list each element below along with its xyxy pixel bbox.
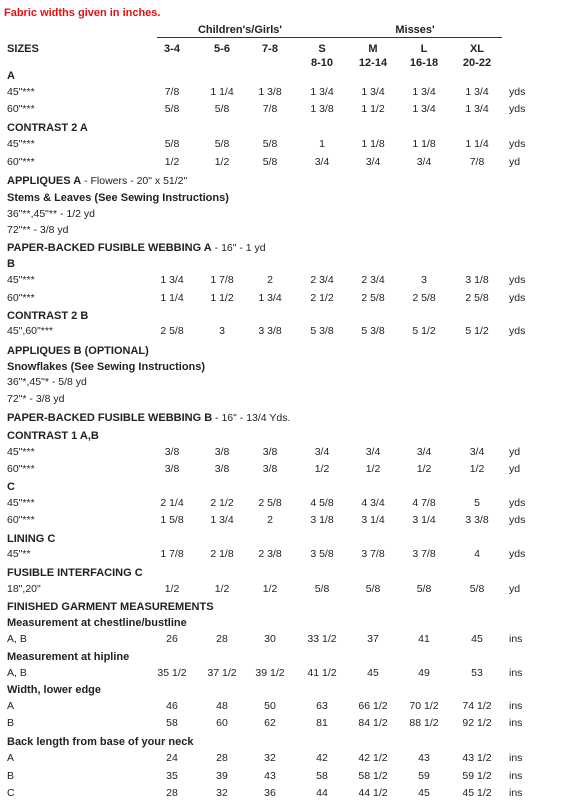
table-cell: 2 3/4 [361, 274, 385, 286]
table-cell: 3/4 [365, 446, 381, 458]
section-heading [7, 242, 266, 254]
yardage-note: 72"* - 3/8 yd [7, 393, 65, 405]
table-cell: 2 5/8 [361, 292, 385, 304]
table-cell: 30 [264, 633, 276, 645]
table-cell: 5/8 [262, 138, 278, 150]
section-detail: - 16" - 1 yd [211, 242, 266, 254]
unit-label: ins [509, 717, 523, 729]
table-cell: 1 3/8 [310, 103, 334, 115]
table-cell: 44 1/2 [358, 787, 388, 799]
row-label: A, B [7, 667, 27, 679]
table-cell: 33 1/2 [307, 633, 337, 645]
row-label: B [7, 717, 15, 729]
size-code-5: L [420, 43, 428, 55]
section-title: FUSIBLE INTERFACING C [7, 567, 143, 579]
table-cell: 1 3/4 [361, 86, 385, 98]
table-cell: 60 [216, 717, 228, 729]
table-cell: 26 [166, 633, 178, 645]
size-range-6: 20-22 [462, 57, 492, 69]
table-cell: 28 [216, 752, 228, 764]
table-cell: 1/2 [164, 156, 180, 168]
table-row [0, 274, 570, 290]
table-cell: 35 1/2 [157, 667, 187, 679]
unit-label: yds [509, 86, 526, 98]
table-cell: 5/8 [214, 103, 230, 115]
section-title: FINISHED GARMENT MEASUREMENTS [7, 601, 214, 613]
row-label: 60"*** [7, 292, 35, 304]
table-cell: 1 7/8 [160, 548, 184, 560]
unit-label: yd [509, 583, 521, 595]
table-cell: 1 3/4 [258, 292, 282, 304]
section-title: PAPER-BACKED FUSIBLE WEBBING B [7, 412, 213, 424]
section-title: Width, lower edge [7, 684, 102, 696]
table-cell: 58 1/2 [358, 770, 388, 782]
table-row [0, 446, 570, 462]
table-row [0, 156, 570, 172]
sizes-label: SIZES [7, 43, 39, 55]
table-row [0, 633, 570, 649]
table-cell: 2 3/8 [258, 548, 282, 560]
table-cell: 74 1/2 [462, 700, 492, 712]
section-title: CONTRAST 2 A [7, 122, 88, 134]
table-cell: 3 [219, 325, 225, 337]
table-cell: 48 [216, 700, 228, 712]
section-title: LINING C [7, 533, 56, 545]
table-cell: 35 [166, 770, 178, 782]
section-heading [7, 258, 15, 270]
row-label: 45"*** [7, 497, 35, 509]
table-cell: 5/8 [214, 138, 230, 150]
fabric-width-note: Fabric widths given in inches. [4, 7, 161, 19]
table-cell: 2 5/8 [160, 325, 184, 337]
section-title: C [7, 481, 15, 493]
section-title: Measurement at chestline/bustline [7, 617, 187, 629]
table-cell: 59 [418, 770, 430, 782]
table-cell: 5 3/8 [310, 325, 334, 337]
section-title: Stems & Leaves (See Sewing Instructions) [7, 192, 229, 204]
table-cell: 5/8 [314, 583, 330, 595]
table-row [0, 103, 570, 119]
table-cell: 1/2 [416, 463, 432, 475]
table-cell: 4 7/8 [412, 497, 436, 509]
table-cell: 37 [367, 633, 379, 645]
table-cell: 2 [267, 514, 273, 526]
table-row [0, 463, 570, 479]
table-row [0, 770, 570, 786]
section-heading [7, 601, 214, 613]
table-cell: 5 [474, 497, 480, 509]
section-heading [7, 192, 229, 204]
table-cell: 62 [264, 717, 276, 729]
table-cell: 5/8 [365, 583, 381, 595]
section-title: B [7, 258, 15, 270]
table-cell: 88 1/2 [409, 717, 439, 729]
size-code-0: 3-4 [164, 43, 180, 55]
table-cell: 3 1/8 [310, 514, 334, 526]
table-cell: 3 5/8 [310, 548, 334, 560]
table-cell: 2 5/8 [412, 292, 436, 304]
table-cell: 2 1/2 [310, 292, 334, 304]
unit-label: yd [509, 463, 521, 475]
table-cell: 3 7/8 [412, 548, 436, 560]
yardage-note: 36"*,45"* - 5/8 yd [7, 376, 87, 388]
table-cell: 3/8 [164, 446, 180, 458]
yardage-note: 36"**,45"** - 1/2 yd [7, 208, 96, 220]
table-cell: 1 3/4 [412, 86, 436, 98]
table-cell: 42 [316, 752, 328, 764]
group-header-children: Children's/Girls' [197, 24, 283, 36]
section-title: APPLIQUES B (OPTIONAL) [7, 345, 149, 357]
table-cell: 3/4 [469, 446, 485, 458]
size-code-2: 7-8 [262, 43, 278, 55]
table-cell: 39 1/2 [255, 667, 285, 679]
size-code-6: XL [469, 43, 485, 55]
unit-label: yds [509, 103, 526, 115]
row-label: 60"*** [7, 103, 35, 115]
row-label: 45"*** [7, 138, 35, 150]
table-cell: 3/4 [314, 156, 330, 168]
table-row [0, 583, 570, 599]
row-label: 18",20" [7, 583, 41, 595]
table-cell: 3 1/8 [465, 274, 489, 286]
table-cell: 59 1/2 [462, 770, 492, 782]
table-row [0, 86, 570, 102]
table-row [0, 787, 570, 803]
section-title: CONTRAST 2 B [7, 310, 89, 322]
table-cell: 3 7/8 [361, 548, 385, 560]
table-cell: 3/4 [365, 156, 381, 168]
table-row [0, 138, 570, 154]
table-cell: 3/8 [214, 463, 230, 475]
table-cell: 1 1/4 [465, 138, 489, 150]
row-label: 60"*** [7, 514, 35, 526]
table-cell: 28 [216, 633, 228, 645]
table-cell: 3/8 [164, 463, 180, 475]
table-cell: 70 1/2 [409, 700, 439, 712]
section-detail: - Flowers - 20" x 51/2" [81, 175, 188, 187]
table-cell: 1 7/8 [210, 274, 234, 286]
row-label: 45"*** [7, 86, 35, 98]
table-cell: 50 [264, 700, 276, 712]
section-heading [7, 70, 15, 82]
row-label: B [7, 770, 15, 782]
unit-label: ins [509, 700, 523, 712]
section-title: CONTRAST 1 A,B [7, 430, 99, 442]
table-cell: 36 [264, 787, 276, 799]
section-heading [7, 412, 290, 424]
table-cell: 1 1/2 [210, 292, 234, 304]
unit-label: yds [509, 548, 526, 560]
table-cell: 46 [166, 700, 178, 712]
row-label: A [7, 700, 15, 712]
table-row [0, 548, 570, 564]
table-cell: 32 [264, 752, 276, 764]
unit-label: yd [509, 446, 521, 458]
table-cell: 49 [418, 667, 430, 679]
table-cell: 7/8 [262, 103, 278, 115]
section-heading [7, 310, 88, 322]
table-cell: 2 1/8 [210, 548, 234, 560]
table-cell: 1 3/4 [465, 86, 489, 98]
table-cell: 1/2 [469, 463, 485, 475]
yardage-note: 72"** - 3/8 yd [7, 224, 69, 236]
table-cell: 53 [471, 667, 483, 679]
row-label: 45"** [7, 548, 31, 560]
table-cell: 7/8 [164, 86, 180, 98]
section-heading [7, 430, 99, 442]
unit-label: yds [509, 514, 526, 526]
table-cell: 2 5/8 [258, 497, 282, 509]
children-group-rule [157, 37, 310, 38]
section-heading [7, 736, 193, 748]
table-cell: 1/2 [314, 463, 330, 475]
table-cell: 45 [367, 667, 379, 679]
table-cell: 3/8 [262, 446, 278, 458]
table-cell: 1 1/4 [160, 292, 184, 304]
table-cell: 45 [418, 787, 430, 799]
table-cell: 5/8 [416, 583, 432, 595]
table-cell: 1 1/4 [210, 86, 234, 98]
unit-label: yd [509, 156, 521, 168]
section-heading [7, 361, 205, 373]
size-code-1: 5-6 [214, 43, 230, 55]
table-cell: 1 3/4 [465, 103, 489, 115]
table-cell: 1/2 [214, 156, 230, 168]
table-cell: 2 5/8 [465, 292, 489, 304]
section-heading [7, 651, 129, 663]
table-cell: 1 3/4 [412, 103, 436, 115]
table-row [0, 292, 570, 308]
size-code-3: S [318, 43, 326, 55]
table-cell: 3 1/4 [412, 514, 436, 526]
table-cell: 7/8 [469, 156, 485, 168]
table-cell: 2 3/4 [310, 274, 334, 286]
unit-label: ins [509, 752, 523, 764]
unit-label: ins [509, 633, 523, 645]
section-heading [7, 481, 15, 493]
table-cell: 1 1/8 [361, 138, 385, 150]
section-heading [7, 617, 187, 629]
table-cell: 32 [216, 787, 228, 799]
table-cell: 1 3/4 [310, 86, 334, 98]
table-cell: 5/8 [164, 103, 180, 115]
table-cell: 1/2 [365, 463, 381, 475]
table-cell: 41 1/2 [307, 667, 337, 679]
table-cell: 5/8 [164, 138, 180, 150]
table-cell: 3/4 [416, 156, 432, 168]
table-cell: 5 1/2 [412, 325, 436, 337]
table-cell: 42 1/2 [358, 752, 388, 764]
table-cell: 84 1/2 [358, 717, 388, 729]
section-heading [7, 684, 101, 696]
table-cell: 1 1/2 [361, 103, 385, 115]
table-cell: 41 [418, 633, 430, 645]
table-cell: 66 1/2 [358, 700, 388, 712]
size-range-5: 16-18 [409, 57, 439, 69]
table-cell: 1 1/8 [412, 138, 436, 150]
table-cell: 1/2 [214, 583, 230, 595]
unit-label: ins [509, 770, 523, 782]
table-row [0, 514, 570, 530]
table-cell: 4 3/4 [361, 497, 385, 509]
section-title: Measurement at hipline [7, 651, 130, 663]
size-code-4: M [368, 43, 378, 55]
unit-label: yds [509, 274, 526, 286]
row-label: A, B [7, 633, 27, 645]
table-cell: 3 [421, 274, 427, 286]
table-cell: 39 [216, 770, 228, 782]
table-cell: 1 [319, 138, 325, 150]
size-range-4: 12-14 [358, 57, 388, 69]
table-cell: 2 [267, 274, 273, 286]
table-cell: 1/2 [164, 583, 180, 595]
table-cell: 3/4 [416, 446, 432, 458]
table-cell: 58 [316, 770, 328, 782]
unit-label: yds [509, 138, 526, 150]
table-cell: 2 1/2 [210, 497, 234, 509]
section-heading [7, 175, 187, 187]
table-cell: 1 3/8 [258, 86, 282, 98]
unit-label: yds [509, 325, 526, 337]
table-cell: 4 5/8 [310, 497, 334, 509]
table-cell: 3 3/8 [465, 514, 489, 526]
row-label: 45"*** [7, 274, 35, 286]
table-cell: 3/8 [214, 446, 230, 458]
table-cell: 1 3/4 [210, 514, 234, 526]
table-cell: 5/8 [262, 156, 278, 168]
table-cell: 45 1/2 [462, 787, 492, 799]
section-heading [7, 122, 88, 134]
row-label: 45",60"*** [7, 325, 53, 337]
section-title: PAPER-BACKED FUSIBLE WEBBING A [7, 242, 212, 254]
table-cell: 3 1/4 [361, 514, 385, 526]
table-cell: 24 [166, 752, 178, 764]
unit-label: ins [509, 787, 523, 799]
table-row [0, 717, 570, 733]
group-header-misses: Misses' [395, 24, 435, 36]
table-cell: 1 5/8 [160, 514, 184, 526]
table-row [0, 700, 570, 716]
table-cell: 92 1/2 [462, 717, 492, 729]
unit-label: ins [509, 667, 523, 679]
misses-group-rule [310, 37, 502, 38]
unit-label: yds [509, 497, 526, 509]
table-cell: 5 3/8 [361, 325, 385, 337]
row-label: 60"*** [7, 156, 35, 168]
table-cell: 43 [418, 752, 430, 764]
table-cell: 1 3/4 [160, 274, 184, 286]
size-range-3: 8-10 [310, 57, 334, 69]
table-cell: 5/8 [469, 583, 485, 595]
table-cell: 58 [166, 717, 178, 729]
table-cell: 44 [316, 787, 328, 799]
table-cell: 2 1/4 [160, 497, 184, 509]
section-detail: - 16" - 13/4 Yds. [212, 412, 291, 424]
table-row [0, 325, 570, 341]
row-label: C [7, 787, 15, 799]
row-label: 45"*** [7, 446, 35, 458]
section-title: APPLIQUES A [7, 175, 82, 187]
table-cell: 81 [316, 717, 328, 729]
section-title: Back length from base of your neck [7, 736, 194, 748]
table-row [0, 752, 570, 768]
section-title: A [7, 70, 15, 82]
section-title: Snowflakes (See Sewing Instructions) [7, 361, 206, 373]
table-cell: 45 [471, 633, 483, 645]
table-cell: 28 [166, 787, 178, 799]
table-cell: 1/2 [262, 583, 278, 595]
table-row [0, 497, 570, 513]
table-row [0, 667, 570, 683]
row-label: A [7, 752, 15, 764]
unit-label: yds [509, 292, 526, 304]
row-label: 60"*** [7, 463, 35, 475]
section-heading [7, 533, 55, 545]
table-cell: 4 [474, 548, 480, 560]
table-cell: 3/4 [314, 446, 330, 458]
table-cell: 3 3/8 [258, 325, 282, 337]
section-heading [7, 345, 149, 357]
table-cell: 43 [264, 770, 276, 782]
table-cell: 5 1/2 [465, 325, 489, 337]
table-cell: 3/8 [262, 463, 278, 475]
table-cell: 43 1/2 [462, 752, 492, 764]
table-cell: 37 1/2 [207, 667, 237, 679]
section-heading [7, 567, 143, 579]
table-cell: 63 [316, 700, 328, 712]
